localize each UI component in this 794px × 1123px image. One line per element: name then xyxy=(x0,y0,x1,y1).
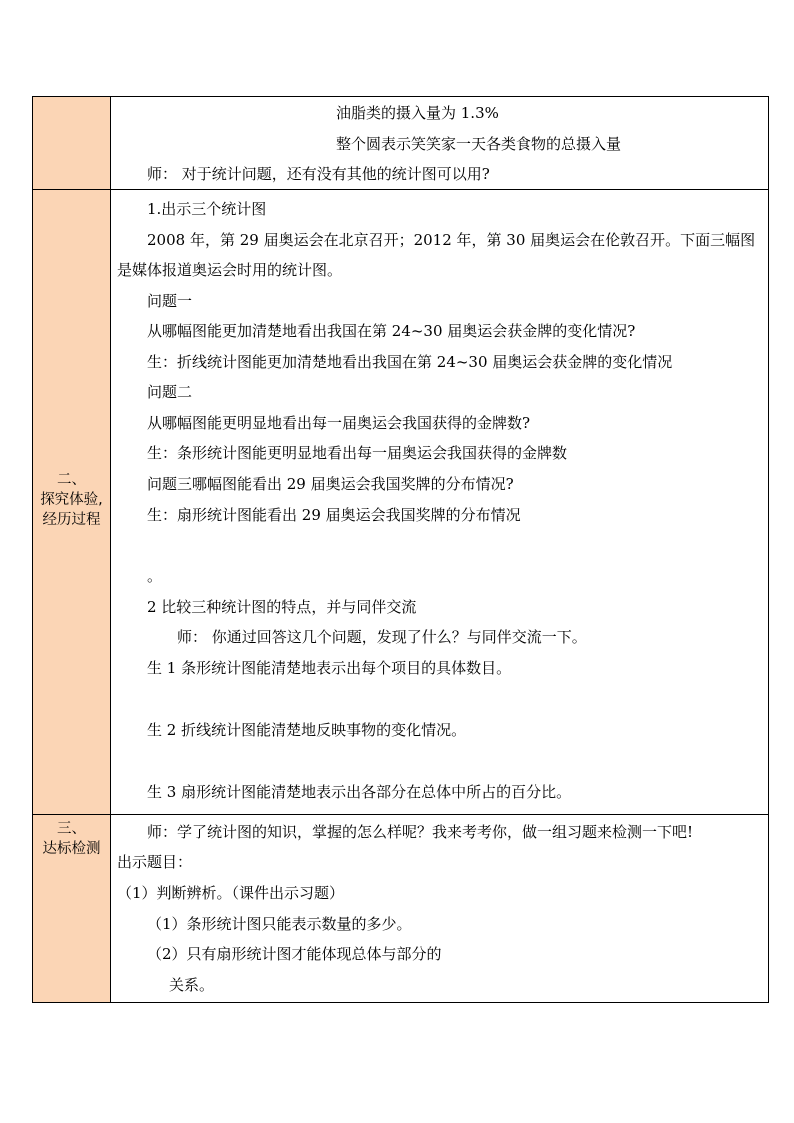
text-line: 问题三哪幅图能看出 29 届奥运会我国奖牌的分布情况? xyxy=(147,475,514,493)
text-line: 生：折线统计图能更加清楚地看出我国在第 24~30 届奥运会获金牌的变化情况 xyxy=(147,353,673,371)
text-line: （1）判断辨析。（课件出示习题） xyxy=(117,884,345,902)
table-row xyxy=(33,815,769,1003)
text-line: 是媒体报道奥运会时用的统计图。 xyxy=(117,261,343,279)
row3-side-cell xyxy=(33,815,111,1003)
row2-side-cell xyxy=(33,190,111,815)
text-line: 生 3 扇形统计图能清楚地表示出各部分在总体中所占的百分比。 xyxy=(147,783,572,801)
text-line: 问题二 xyxy=(147,383,193,401)
text-line: 生：条形统计图能更明显地看出每一届奥运会我国获得的金牌数 xyxy=(147,444,568,462)
row2-content-cell xyxy=(111,190,769,815)
row1-side-cell xyxy=(33,97,111,190)
text-line: 油脂类的摄入量为 1.3% xyxy=(336,104,499,122)
text-line: 关系。 xyxy=(169,976,215,994)
text-line: 生 2 折线统计图能清楚地反映事物的变化情况。 xyxy=(147,721,467,739)
text-line: 从哪幅图能更明显地看出每一届奥运会我国获得的金牌数? xyxy=(147,414,531,432)
table-row xyxy=(33,97,769,190)
text-line: 出示题目： xyxy=(117,853,193,871)
text-line: （1）条形统计图只能表示数量的多少。 xyxy=(147,915,412,933)
table-row xyxy=(33,190,769,815)
section-heading: 三、 达标检测 xyxy=(42,821,101,857)
text-line: （2）只有扇形统计图才能体现总体与部分的 xyxy=(147,945,442,963)
text-line: 整个圆表示笑笑家一天各类食物的总摄入量 xyxy=(336,135,622,153)
text-line: 生 1 条形统计图能清楚地表示出每个项目的具体数目。 xyxy=(147,659,512,677)
row3-content-cell xyxy=(111,815,769,1003)
text-line: 2 比较三种统计图的特点，并与同伴交流 xyxy=(147,598,417,616)
text-line: 师：学了统计图的知识，掌握的怎么样呢？我来考考你，做一组习题来检测一下吧! xyxy=(147,823,694,841)
text-line: 生：扇形统计图能看出 29 届奥运会我国奖牌的分布情况 xyxy=(147,506,521,524)
lesson-plan-table xyxy=(32,96,769,1003)
text-line: 师： 对于统计问题，还有没有其他的统计图可以用? xyxy=(147,165,490,183)
text-line: 师： 你通过回答这几个问题，发现了什么？与同伴交流一下。 xyxy=(177,628,587,646)
row1-content-cell xyxy=(111,97,769,190)
text-line: 。 xyxy=(147,567,163,585)
text-line: 2008 年，第 29 届奥运会在北京召开；2012 年，第 30 届奥运会在伦敦召开。下面三幅图 xyxy=(147,231,756,249)
section-heading: 二、 探究体验, 经历过程 xyxy=(40,472,103,528)
text-line: 1.出示三个统计图 xyxy=(147,200,267,218)
text-line: 问题一 xyxy=(147,292,193,310)
text-line: 从哪幅图能更加清楚地看出我国在第 24~30 届奥运会获金牌的变化情况? xyxy=(147,322,636,340)
